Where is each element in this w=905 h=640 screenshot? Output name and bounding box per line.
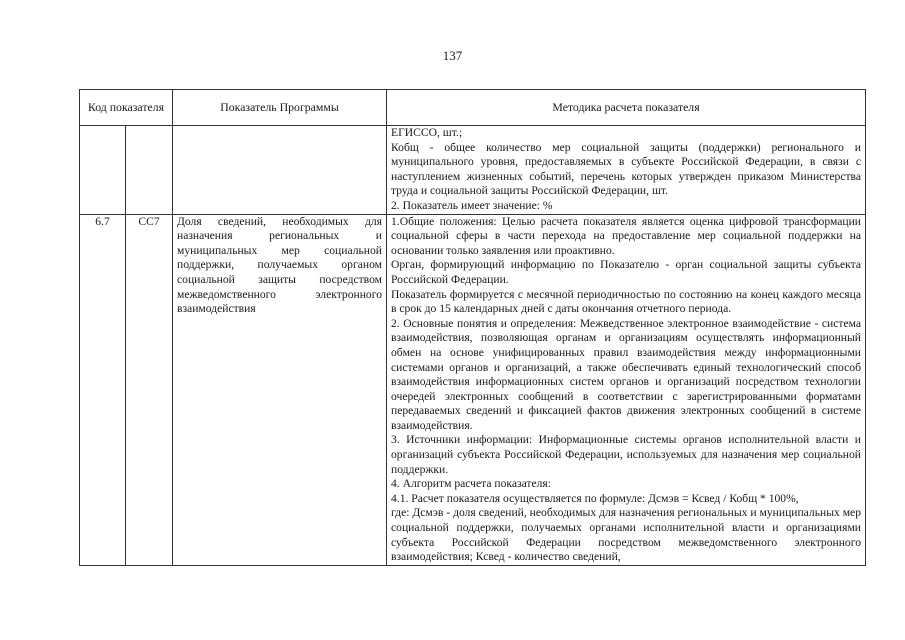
method-line: 1.Общие положения: Целью расчета показателя является оценка цифровой трансформации социальной сферы в части перехода на предоставление мер социальной поддержки на основании только заявления или проактивно. <box>391 214 861 257</box>
cell-indicator-empty <box>173 126 387 215</box>
method-line: 4.1. Расчет показателя осуществляется по формуле: Дсмэв = Ксвед / Кобщ * 100%, <box>391 491 799 505</box>
indicator-table <box>79 89 866 566</box>
cell-code-empty <box>126 126 173 215</box>
row-indicator: Доля сведений, необходимых для назначения региональных и муниципальных мер социальной поддержки, получаемых органом социальной защиты посредством межведомственного электронного взаимодействия <box>173 214 387 565</box>
page-number: 137 <box>442 48 463 63</box>
method-line: 2. Показатель имеет значение: % <box>391 198 553 212</box>
method-line: 4. Алгоритм расчета показателя: <box>391 477 551 491</box>
method-line: Показатель формируется с месячной периодичностью по состоянию на конец каждого месяца в срок до 15 календарных дней с даты окончания отчетного периода. <box>391 287 861 316</box>
method-line: 2. Основные понятия и определения: Межведственное электронное взаимодействие - система взаимодействия, позволяющая органам и организациям осуществлять информационный обмен на основе унифицированных правил взаимодействия между информационными системами органов и организаций, а также обеспечивать единый технологический способ взаимодействия информационных систем органов и организаций посредством технологии очередей электронных сообщений в соответствии с зарегистрированными форматами передаваемых сведений и фиксацией фактов движения электронных сообщений в системе взаимодействия. <box>391 316 861 432</box>
cell-number-empty <box>80 126 126 215</box>
table-header-row <box>80 90 866 126</box>
row-method <box>387 214 866 565</box>
row-number: 6.7 <box>80 214 126 565</box>
method-line: ЕГИССО, шт.; <box>391 126 463 139</box>
table-row <box>80 214 866 565</box>
header-code: Код показателя <box>80 90 173 126</box>
method-line: Кобщ - общее количество мер социальной защиты (поддержки) регионального и муниципального уровня, предоставляемых в субъекте Российской Федерации, в связи с наступлением жизненных событий, перечень которых утвержден приказом Министерства труда и социальной защиты Российской Федерации, шт. <box>391 140 861 198</box>
table-row-continuation <box>80 126 866 215</box>
method-line: Орган, формирующий информацию по Показателю - орган социальной защиты субъекта Российской Федерации. <box>391 258 861 286</box>
header-indicator: Показатель Программы <box>173 90 387 126</box>
cell-method-continuation <box>387 126 866 215</box>
header-method: Методика расчета показателя <box>387 90 866 126</box>
method-line: где: Дсмэв - доля сведений, необходимых для назначения региональных и муниципальных мер социальной поддержки, получаемых органами исполнительной власти и организациями субъекта Российской Федерации посредством межведомственного электронного взаимодействия; Ксвед - количество сведений, <box>391 506 861 564</box>
row-code: СС7 <box>126 214 173 565</box>
method-line: 3. Источники информации: Информационные системы органов исполнительной власти и организаций субъекта Российской Федерации, используемых для назначения мер социальной поддержки. <box>391 433 861 476</box>
